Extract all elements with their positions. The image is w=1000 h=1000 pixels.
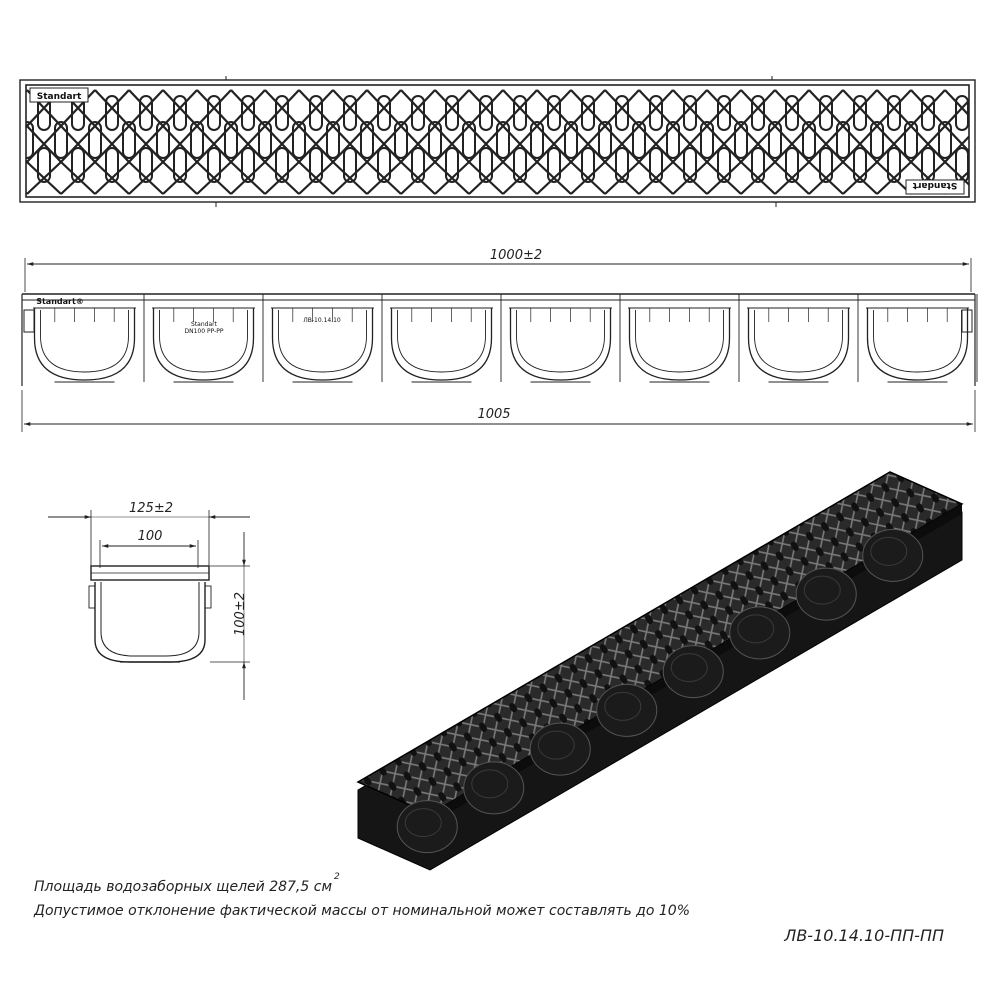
- channel-trough-inner: [636, 310, 724, 372]
- side-view-channel: [22, 294, 977, 386]
- channel-trough-outer: [392, 308, 492, 380]
- grate-brand-bottom: Standart: [912, 180, 958, 190]
- isometric-view: [358, 472, 962, 870]
- cross-section: [48, 501, 250, 700]
- channel-trough-outer: [630, 308, 730, 380]
- note-slot-area: [34, 872, 340, 895]
- channel-trough-inner: [41, 310, 129, 372]
- slot-area-unit-sup: 2: [334, 872, 340, 882]
- width-inner-label: 100: [137, 529, 163, 544]
- channel-trough-inner: [517, 310, 605, 372]
- product-code: ЛВ-10.14.10-ПП-ПП: [784, 926, 944, 945]
- channel-trough-outer: [154, 308, 254, 380]
- channel-label-1: Standart DN100 PP-PP: [184, 321, 224, 335]
- note-mass-tolerance: Допустимое отклонение фактической массы от номинальной может составлять до 10%: [34, 903, 690, 919]
- dimension-length-total: [22, 390, 975, 432]
- length-grate-label: 1000±2: [489, 248, 543, 263]
- channel-trough-outer: [35, 308, 135, 380]
- channel-trough-inner: [755, 310, 843, 372]
- channel-brand-mark: Standart®: [36, 297, 84, 306]
- channel-trough-outer: [868, 308, 968, 380]
- slot-area-text: Площадь водозаборных щелей 287,5 см: [34, 879, 332, 895]
- top-view-grate: [20, 76, 975, 207]
- channel-trough-outer: [749, 308, 849, 380]
- grate-brand-top: Standart: [36, 92, 82, 102]
- channel-trough-outer: [511, 308, 611, 380]
- dimension-length-grate: [25, 248, 971, 292]
- height-label: 100±2: [233, 592, 248, 636]
- length-total-label: 1005: [477, 407, 511, 422]
- channel-trough-inner: [398, 310, 486, 372]
- width-outer-label: 125±2: [129, 501, 173, 516]
- channel-trough-inner: [874, 310, 962, 372]
- channel-label-2: ЛВ-10.14.10: [303, 317, 341, 324]
- channel-trough-inner: [160, 310, 248, 372]
